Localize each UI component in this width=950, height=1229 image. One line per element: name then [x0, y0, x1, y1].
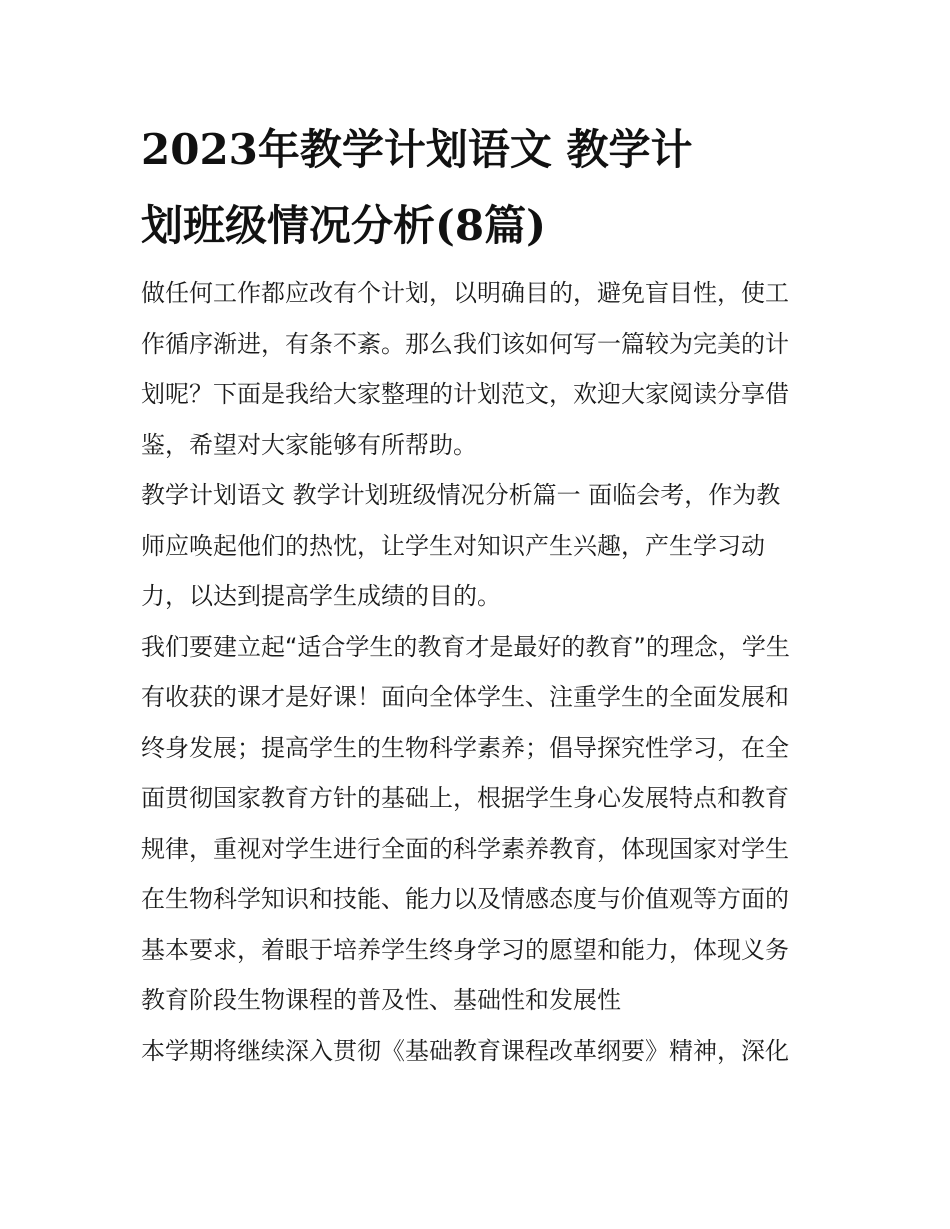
- text-line: 在生物科学知识和技能、能力以及情感态度与价值观等方面的: [141, 885, 789, 913]
- document-title: [141, 112, 813, 264]
- text-line: 规律，重视对学生进行全面的科学素养教育，体现国家对学生: [141, 834, 789, 863]
- text-line: 划呢？下面是我给大家整理的计划范文，欢迎大家阅读分享借: [141, 380, 789, 408]
- text-line: 基本要求，着眼于培养学生终身学习的愿望和能力，体现义务: [141, 935, 789, 964]
- paragraph-semester: [141, 1026, 813, 1077]
- paragraph-section-one: [141, 470, 813, 622]
- text-line: 作循序渐进，有条不紊。那么我们该如何写一篇较为完美的计: [141, 329, 789, 358]
- text-line: 做任何工作都应改有个计划，以明确目的，避免盲目性，使工: [141, 279, 789, 307]
- text-line: 师应唤起他们的热忱，让学生对知识产生兴趣，产生学习动: [141, 531, 765, 560]
- document-content: [141, 112, 813, 1076]
- title-line-1: 2023年教学计划语文 教学计: [141, 125, 693, 174]
- text-line: 终身发展；提高学生的生物科学素养；倡导探究性学习，在全: [141, 733, 789, 762]
- text-line: 面贯彻国家教育方针的基础上，根据学生身心发展特点和教育: [141, 784, 789, 812]
- paragraph-philosophy: [141, 622, 813, 1026]
- text-line: 鉴，希望对大家能够有所帮助。: [141, 430, 477, 459]
- text-line: 力，以达到提高学生成绩的目的。: [141, 582, 501, 610]
- paragraph-intro: [141, 268, 813, 470]
- text-line: 本学期将继续深入贯彻《基础教育课程改革纲要》精神，深化: [141, 1036, 789, 1065]
- text-line: 教学计划语文 教学计划班级情况分析篇一 面临会考，作为教: [141, 481, 781, 509]
- text-line: 我们要建立起“适合学生的教育才是最好的教育”的理念，学生: [141, 632, 790, 661]
- text-line: 教育阶段生物课程的普及性、基础性和发展性: [141, 986, 621, 1014]
- title-line-2: 划班级情况分析(8篇): [141, 201, 546, 250]
- text-line: 有收获的课才是好课！面向全体学生、注重学生的全面发展和: [141, 683, 789, 711]
